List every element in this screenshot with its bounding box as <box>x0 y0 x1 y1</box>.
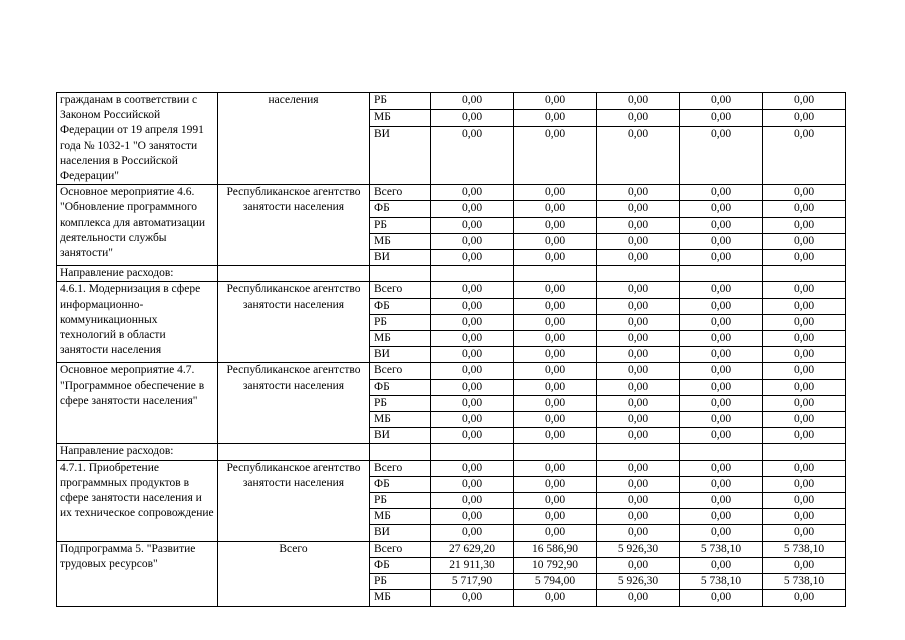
funding-source: МБ <box>370 110 431 127</box>
table-row <box>57 541 846 557</box>
empty-cell <box>370 444 431 460</box>
amount-cell: 0,00 <box>597 428 680 444</box>
measure-name: 4.7.1. Приобретение программных продуктов в сфере занятости населения и их техническое сопровождение <box>57 460 218 541</box>
empty-cell <box>597 444 680 460</box>
amount-cell: 0,00 <box>763 127 846 185</box>
amount-cell: 0,00 <box>597 412 680 428</box>
amount-cell: 0,00 <box>680 250 763 266</box>
amount-cell: 0,00 <box>763 476 846 492</box>
amount-cell: 0,00 <box>597 476 680 492</box>
table-row <box>57 93 846 110</box>
amount-cell: 0,00 <box>680 525 763 541</box>
funding-source: МБ <box>370 412 431 428</box>
amount-cell: 0,00 <box>763 395 846 411</box>
amount-cell: 0,00 <box>680 93 763 110</box>
amount-cell: 0,00 <box>680 347 763 363</box>
amount-cell: 0,00 <box>514 314 597 330</box>
funding-source: ВИ <box>370 127 431 185</box>
amount-cell: 0,00 <box>597 590 680 606</box>
amount-cell: 0,00 <box>514 460 597 476</box>
empty-cell <box>680 266 763 282</box>
executor-name: Республиканское агентство занятости населения <box>218 185 370 266</box>
amount-cell: 0,00 <box>431 590 514 606</box>
amount-cell: 0,00 <box>763 93 846 110</box>
amount-cell: 0,00 <box>514 428 597 444</box>
funding-source: ВИ <box>370 428 431 444</box>
amount-cell: 0,00 <box>431 217 514 233</box>
amount-cell: 0,00 <box>763 110 846 127</box>
amount-cell: 0,00 <box>680 363 763 379</box>
empty-cell <box>514 444 597 460</box>
executor-name: Республиканское агентство занятости населения <box>218 363 370 444</box>
amount-cell: 0,00 <box>597 460 680 476</box>
amount-cell: 0,00 <box>514 331 597 347</box>
amount-cell: 0,00 <box>763 509 846 525</box>
amount-cell: 0,00 <box>597 509 680 525</box>
amount-cell: 0,00 <box>514 476 597 492</box>
funding-source: ФБ <box>370 201 431 217</box>
amount-cell: 0,00 <box>680 185 763 201</box>
amount-cell: 0,00 <box>763 379 846 395</box>
amount-cell: 0,00 <box>431 460 514 476</box>
amount-cell: 0,00 <box>514 525 597 541</box>
funding-source: ВИ <box>370 525 431 541</box>
empty-cell <box>218 444 370 460</box>
funding-source: ФБ <box>370 379 431 395</box>
table-row <box>57 185 846 201</box>
empty-cell <box>680 444 763 460</box>
funding-source: РБ <box>370 93 431 110</box>
amount-cell: 0,00 <box>763 590 846 606</box>
amount-cell: 0,00 <box>680 395 763 411</box>
empty-cell <box>431 444 514 460</box>
amount-cell: 0,00 <box>680 201 763 217</box>
amount-cell: 0,00 <box>431 298 514 314</box>
amount-cell: 0,00 <box>763 525 846 541</box>
amount-cell: 0,00 <box>431 110 514 127</box>
amount-cell: 0,00 <box>514 110 597 127</box>
amount-cell: 0,00 <box>514 93 597 110</box>
amount-cell: 0,00 <box>431 201 514 217</box>
amount-cell: 0,00 <box>763 217 846 233</box>
amount-cell: 0,00 <box>763 201 846 217</box>
amount-cell: 0,00 <box>431 233 514 249</box>
amount-cell: 0,00 <box>680 590 763 606</box>
amount-cell: 0,00 <box>680 460 763 476</box>
funding-source: РБ <box>370 574 431 590</box>
amount-cell: 0,00 <box>597 298 680 314</box>
amount-cell: 0,00 <box>514 185 597 201</box>
amount-cell: 0,00 <box>597 363 680 379</box>
funding-source: РБ <box>370 314 431 330</box>
measure-name: гражданам в соответствии с Законом Российской Федерации от 19 апреля 1991 года № 1032-1 "О занятости населения в Российской Федерации" <box>57 93 218 185</box>
funding-source: МБ <box>370 509 431 525</box>
amount-cell: 0,00 <box>763 363 846 379</box>
amount-cell: 0,00 <box>514 412 597 428</box>
amount-cell: 0,00 <box>597 379 680 395</box>
amount-cell: 0,00 <box>431 525 514 541</box>
amount-cell: 0,00 <box>763 250 846 266</box>
amount-cell: 0,00 <box>514 127 597 185</box>
amount-cell: 0,00 <box>680 557 763 573</box>
executor-name: Республиканское агентство занятости населения <box>218 282 370 363</box>
funding-source: ФБ <box>370 298 431 314</box>
funding-source: МБ <box>370 331 431 347</box>
amount-cell: 0,00 <box>597 110 680 127</box>
executor-name: Всего <box>218 541 370 606</box>
amount-cell: 0,00 <box>597 557 680 573</box>
amount-cell: 0,00 <box>597 395 680 411</box>
amount-cell: 0,00 <box>431 93 514 110</box>
amount-cell: 0,00 <box>680 233 763 249</box>
amount-cell: 5 926,30 <box>597 541 680 557</box>
amount-cell: 0,00 <box>431 127 514 185</box>
amount-cell: 0,00 <box>680 509 763 525</box>
amount-cell: 0,00 <box>597 314 680 330</box>
amount-cell: 5 738,10 <box>680 574 763 590</box>
amount-cell: 0,00 <box>431 185 514 201</box>
section-heading: Направление расходов: <box>57 266 218 282</box>
budget-table <box>56 92 846 607</box>
amount-cell: 0,00 <box>431 347 514 363</box>
amount-cell: 0,00 <box>514 395 597 411</box>
table-row <box>57 363 846 379</box>
amount-cell: 0,00 <box>763 412 846 428</box>
funding-source: Всего <box>370 460 431 476</box>
amount-cell: 0,00 <box>514 298 597 314</box>
funding-source: РБ <box>370 217 431 233</box>
funding-source: ВИ <box>370 347 431 363</box>
amount-cell: 0,00 <box>514 363 597 379</box>
funding-source: Всего <box>370 363 431 379</box>
amount-cell: 0,00 <box>680 412 763 428</box>
amount-cell: 0,00 <box>431 282 514 298</box>
amount-cell: 0,00 <box>431 509 514 525</box>
amount-cell: 0,00 <box>763 428 846 444</box>
amount-cell: 5 717,90 <box>431 574 514 590</box>
amount-cell: 5 738,10 <box>680 541 763 557</box>
section-heading-row <box>57 444 846 460</box>
amount-cell: 0,00 <box>514 201 597 217</box>
amount-cell: 5 926,30 <box>597 574 680 590</box>
empty-cell <box>431 266 514 282</box>
amount-cell: 0,00 <box>514 217 597 233</box>
funding-source: Всего <box>370 185 431 201</box>
funding-source: ФБ <box>370 476 431 492</box>
amount-cell: 0,00 <box>680 493 763 509</box>
funding-source: Всего <box>370 541 431 557</box>
amount-cell: 0,00 <box>680 476 763 492</box>
measure-name: Основное мероприятие 4.6. "Обновление программного комплекса для автоматизации деятельности службы занятости" <box>57 185 218 266</box>
amount-cell: 0,00 <box>514 509 597 525</box>
amount-cell: 0,00 <box>514 379 597 395</box>
amount-cell: 27 629,20 <box>431 541 514 557</box>
empty-cell <box>514 266 597 282</box>
section-heading-row <box>57 266 846 282</box>
executor-name: населения <box>218 93 370 185</box>
amount-cell: 0,00 <box>514 250 597 266</box>
amount-cell: 0,00 <box>680 217 763 233</box>
amount-cell: 0,00 <box>763 233 846 249</box>
funding-source: РБ <box>370 493 431 509</box>
amount-cell: 0,00 <box>431 476 514 492</box>
amount-cell: 0,00 <box>514 590 597 606</box>
amount-cell: 0,00 <box>763 557 846 573</box>
funding-source: Всего <box>370 282 431 298</box>
empty-cell <box>763 444 846 460</box>
measure-name: Подпрограмма 5. "Развитие трудовых ресурсов" <box>57 541 218 606</box>
amount-cell: 0,00 <box>763 493 846 509</box>
empty-cell <box>597 266 680 282</box>
table-row <box>57 282 846 298</box>
amount-cell: 0,00 <box>431 379 514 395</box>
amount-cell: 21 911,30 <box>431 557 514 573</box>
amount-cell: 0,00 <box>431 314 514 330</box>
amount-cell: 0,00 <box>431 395 514 411</box>
amount-cell: 0,00 <box>431 331 514 347</box>
funding-source: ФБ <box>370 557 431 573</box>
amount-cell: 0,00 <box>597 331 680 347</box>
amount-cell: 0,00 <box>597 347 680 363</box>
empty-cell <box>370 266 431 282</box>
amount-cell: 0,00 <box>680 110 763 127</box>
table-body <box>57 93 846 607</box>
amount-cell: 0,00 <box>680 428 763 444</box>
amount-cell: 0,00 <box>597 525 680 541</box>
amount-cell: 0,00 <box>514 347 597 363</box>
amount-cell: 0,00 <box>763 185 846 201</box>
amount-cell: 0,00 <box>431 363 514 379</box>
amount-cell: 0,00 <box>680 282 763 298</box>
funding-source: МБ <box>370 590 431 606</box>
amount-cell: 0,00 <box>514 282 597 298</box>
executor-name: Республиканское агентство занятости населения <box>218 460 370 541</box>
amount-cell: 0,00 <box>597 217 680 233</box>
amount-cell: 0,00 <box>763 298 846 314</box>
amount-cell: 0,00 <box>680 379 763 395</box>
amount-cell: 0,00 <box>597 282 680 298</box>
section-heading: Направление расходов: <box>57 444 218 460</box>
amount-cell: 0,00 <box>763 347 846 363</box>
amount-cell: 0,00 <box>514 233 597 249</box>
amount-cell: 5 738,10 <box>763 541 846 557</box>
empty-cell <box>763 266 846 282</box>
amount-cell: 0,00 <box>680 314 763 330</box>
amount-cell: 0,00 <box>597 185 680 201</box>
amount-cell: 5 794,00 <box>514 574 597 590</box>
amount-cell: 0,00 <box>597 233 680 249</box>
measure-name: Основное мероприятие 4.7. "Программное обеспечение в сфере занятости населения" <box>57 363 218 444</box>
amount-cell: 0,00 <box>597 93 680 110</box>
amount-cell: 0,00 <box>514 493 597 509</box>
amount-cell: 0,00 <box>597 250 680 266</box>
funding-source: МБ <box>370 233 431 249</box>
amount-cell: 0,00 <box>680 298 763 314</box>
amount-cell: 0,00 <box>763 331 846 347</box>
amount-cell: 0,00 <box>597 201 680 217</box>
amount-cell: 0,00 <box>597 127 680 185</box>
measure-name: 4.6.1. Модернизация в сфере информационно-коммуникационных технологий в области занятости населения <box>57 282 218 363</box>
amount-cell: 0,00 <box>763 314 846 330</box>
funding-source: ВИ <box>370 250 431 266</box>
amount-cell: 0,00 <box>763 460 846 476</box>
amount-cell: 0,00 <box>431 250 514 266</box>
amount-cell: 16 586,90 <box>514 541 597 557</box>
amount-cell: 0,00 <box>431 493 514 509</box>
amount-cell: 5 738,10 <box>763 574 846 590</box>
amount-cell: 0,00 <box>431 412 514 428</box>
empty-cell <box>218 266 370 282</box>
amount-cell: 0,00 <box>431 428 514 444</box>
funding-source: РБ <box>370 395 431 411</box>
table-row <box>57 460 846 476</box>
amount-cell: 10 792,90 <box>514 557 597 573</box>
amount-cell: 0,00 <box>597 493 680 509</box>
amount-cell: 0,00 <box>680 127 763 185</box>
amount-cell: 0,00 <box>763 282 846 298</box>
amount-cell: 0,00 <box>680 331 763 347</box>
